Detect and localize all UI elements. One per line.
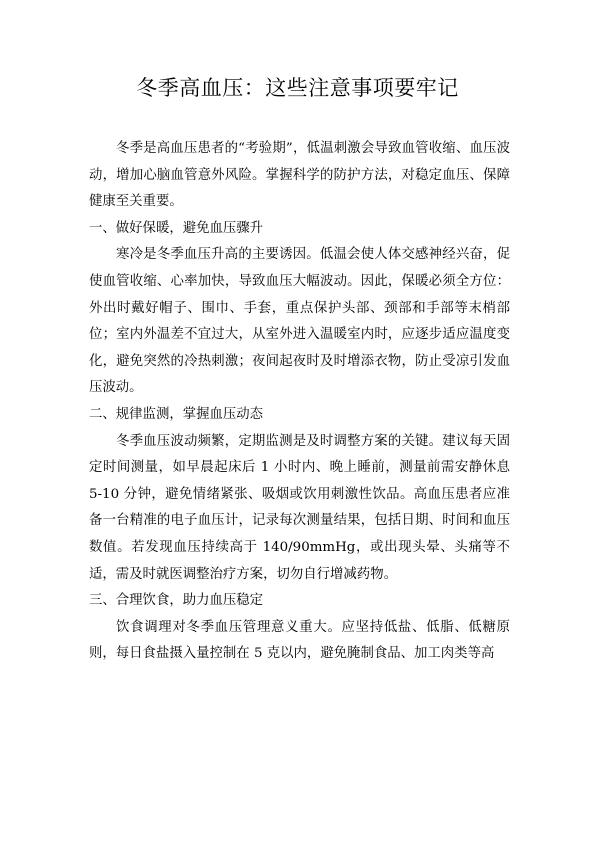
document-title: 冬季高血压：这些注意事项要牢记: [136, 76, 459, 100]
document-body: [89, 136, 510, 668]
intro-paragraph: 冬季是高血压患者的“考验期”，低温刺激会导致血管收缩、血压波动，增加心脑血管意外风险。掌握科学的防护方法，对稳定血压、保障健康至关重要。: [89, 141, 510, 210]
section-heading-monitoring: 二、规律监测，掌握血压动态: [89, 406, 264, 422]
section-heading-warmth: 一、做好保暖，避免血压骤升: [89, 220, 264, 236]
section-body-warmth: 寒冷是冬季血压升高的主要诱因。低温会使人体交感神经兴奋，促使血管收缩、心率加快，导致血压大幅波动。因此，保暖必须全方位：外出时戴好帽子、围巾、手套，重点保护头部、颈部和手部等末梢部位；室内外温差不宜过大，从室外进入温暖室内时，应逐步适应温度变化，避免突然的冷热刺激；夜间起夜时及时增添衣物，防止受凉引发血压波动。: [89, 247, 510, 396]
section-body-diet: 饮食调理对冬季血压管理意义重大。应坚持低盐、低脂、低糖原则，每日食盐摄入量控制在 5 克以内，避免腌制食品、加工肉类等高: [89, 619, 510, 662]
section-heading-diet: 三、合理饮食，助力血压稳定: [89, 593, 264, 609]
section-body-monitoring: 冬季血压波动频繁，定期监测是及时调整方案的关键。建议每天固定时间测量，如早晨起床后 1 小时内、晚上睡前，测量前需安静休息 5-10 分钟，避免情绪紧张、吸烟或饮用刺激性饮品。高血压患者应准备一台精准的电子血压计，记录每次测量结果，包括日期、时间和血压数值。若发现血压持续高于 140/90mmHg，或出现头晕、头痛等不适，需及时就医调整治疗方案，切勿自行增减药物。: [89, 433, 510, 582]
